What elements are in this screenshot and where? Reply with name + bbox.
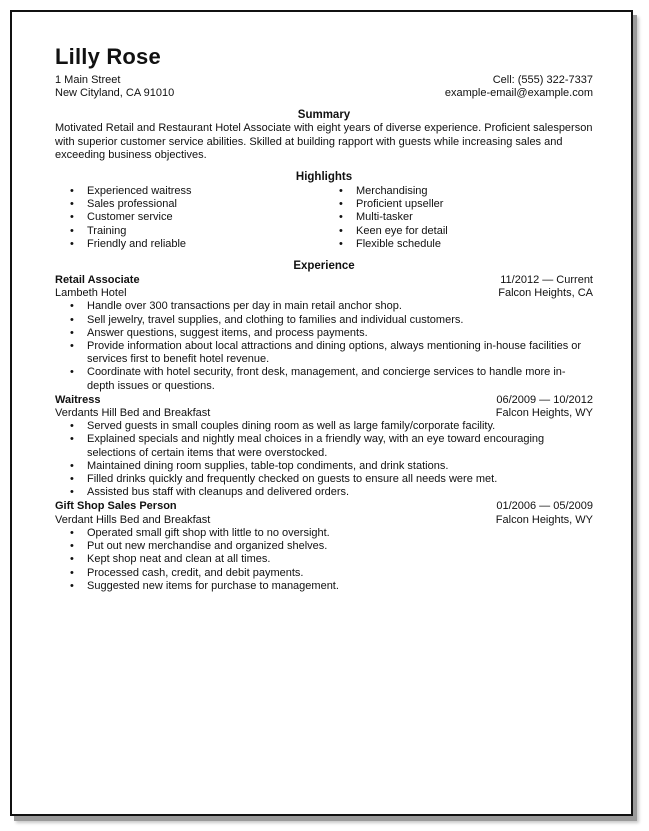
highlight-item: • Sales professional <box>55 198 324 211</box>
job-bullet: • Operated small gift shop with little to no oversight. <box>55 527 593 540</box>
summary-text: Motivated Retail and Restaurant Hotel Associate with eight years of diverse experience. Proficient salesperson with superior customer service abilities. Skilled at building rapport with guests while increasing sales and exceeding business objectives. <box>55 122 593 161</box>
job-header-row <box>55 274 593 287</box>
resume-name: Lilly Rose <box>55 44 161 69</box>
job-employer-row <box>55 407 593 420</box>
email-address: example-email@example.com <box>444 87 593 100</box>
job-header-row <box>55 394 593 407</box>
experience-list <box>55 274 593 593</box>
job-entry <box>55 394 593 500</box>
highlights-left-list <box>55 185 324 251</box>
job-title: Retail Associate <box>55 274 140 287</box>
job-location: Falcon Heights, WY <box>495 513 593 526</box>
job-employer: Lambeth Hotel <box>55 287 127 300</box>
job-bullet: • Handle over 300 transactions per day in main retail anchor shop. <box>55 300 593 313</box>
job-dates: 11/2012 — Current <box>500 274 593 287</box>
job-bullet: • Sell jewelry, travel supplies, and clothing to families and individual customers. <box>55 314 593 327</box>
highlights-heading: Highlights <box>295 171 353 184</box>
highlight-item: • Merchandising <box>324 185 593 198</box>
job-bullet: • Provide information about local attractions and dining options, always mentioning in-house facilities or services first to benefit hotel revenue. <box>55 340 593 366</box>
job-bullets <box>55 420 593 499</box>
job-bullets <box>55 300 593 392</box>
job-bullet: • Suggested new items for purchase to management. <box>55 580 593 593</box>
job-entry <box>55 274 593 393</box>
job-bullet: • Assisted bus staff with cleanups and delivered orders. <box>55 486 593 499</box>
job-dates: 06/2009 — 10/2012 <box>496 393 593 406</box>
street-address: 1 Main Street <box>55 74 121 86</box>
highlights-right-list <box>324 185 593 251</box>
job-employer: Verdants Hill Bed and Breakfast <box>55 407 211 420</box>
job-bullet: • Coordinate with hotel security, front desk, management, and concierge services to handle more in-depth issues or questions. <box>55 366 593 392</box>
highlight-item: • Flexible schedule <box>324 238 593 251</box>
highlight-item: • Training <box>55 225 324 238</box>
highlights-grid <box>55 185 593 251</box>
job-bullets <box>55 527 593 593</box>
highlight-item: • Keen eye for detail <box>324 225 593 238</box>
job-title: Gift Shop Sales Person <box>55 500 177 513</box>
highlight-item: • Experienced waitress <box>55 185 324 198</box>
job-location: Falcon Heights, WY <box>495 407 593 420</box>
job-header-row <box>55 500 593 513</box>
highlight-item: • Proficient upseller <box>324 198 593 211</box>
highlight-item: • Multi-tasker <box>324 211 593 224</box>
job-bullet: • Processed cash, credit, and debit payments. <box>55 567 593 580</box>
highlight-item: • Customer service <box>55 211 324 224</box>
job-bullet: • Maintained dining room supplies, table-top condiments, and drink stations. <box>55 460 593 473</box>
cell-phone: Cell: (555) 322-7337 <box>492 74 593 86</box>
contact-row-1 <box>55 74 593 87</box>
experience-heading: Experience <box>293 260 355 273</box>
job-employer: Verdant Hills Bed and Breakfast <box>55 513 211 526</box>
job-bullet: • Kept shop neat and clean at all times. <box>55 553 593 566</box>
highlight-item: • Friendly and reliable <box>55 238 324 251</box>
summary-heading: Summary <box>297 109 351 122</box>
city-address: New Cityland, CA 91010 <box>55 87 175 100</box>
job-bullet: • Filled drinks quickly and frequently checked on guests to ensure all needs were met. <box>55 473 593 486</box>
contact-row-2 <box>55 87 593 100</box>
job-bullet: • Put out new merchandise and organized shelves. <box>55 540 593 553</box>
job-location: Falcon Heights, CA <box>498 287 593 300</box>
job-employer-row <box>55 287 593 300</box>
job-bullet: • Served guests in small couples dining room as well as large family/corporate facility. <box>55 420 593 433</box>
job-dates: 01/2006 — 05/2009 <box>496 500 593 513</box>
job-entry <box>55 500 593 592</box>
job-bullet: • Explained specials and nightly meal choices in a friendly way, with an eye toward encouraging selections of certain items that were overstocked. <box>55 433 593 459</box>
resume-page <box>55 44 593 593</box>
job-bullet: • Answer questions, suggest items, and process payments. <box>55 327 593 340</box>
job-employer-row <box>55 514 593 527</box>
job-title: Waitress <box>55 393 101 406</box>
